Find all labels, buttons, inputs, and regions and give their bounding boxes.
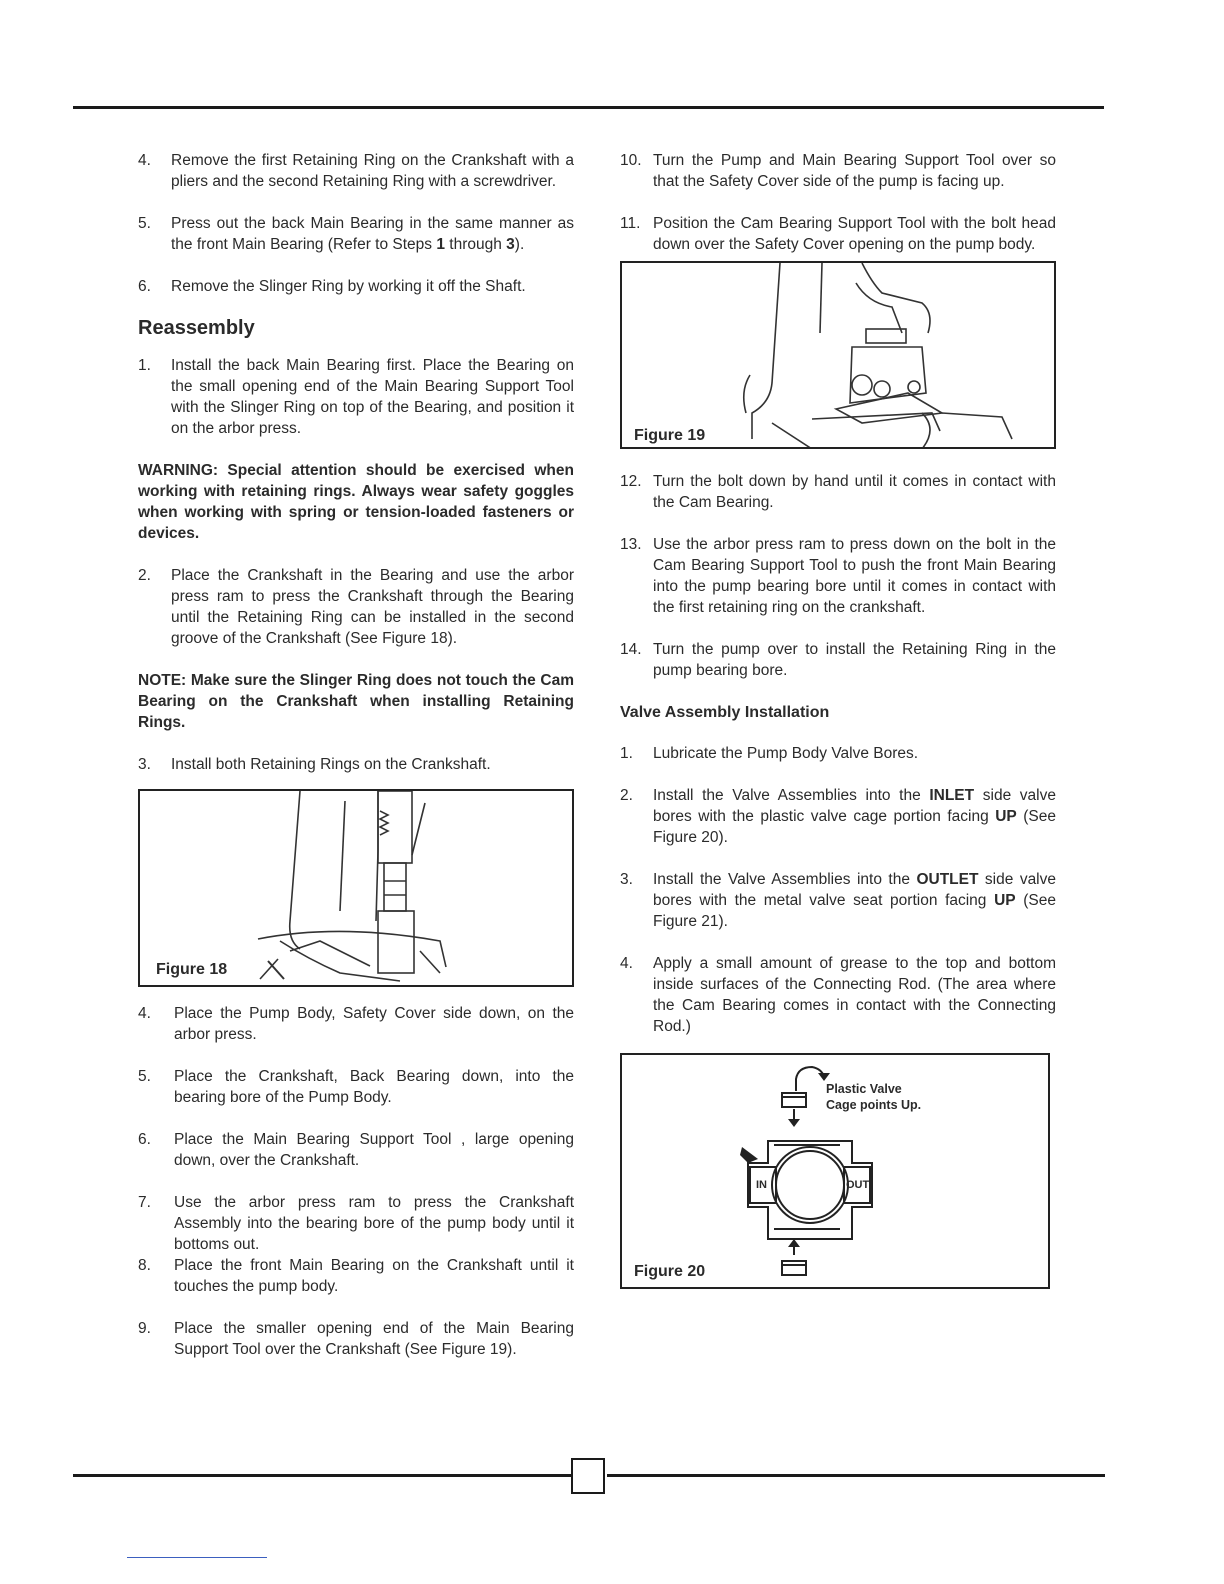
right-column (620, 150, 1056, 1311)
list-item: 5. Place the Crankshaft, Back Bearing down, into the bearing bore of the Pump Body. (138, 1068, 574, 1106)
warning-text: WARNING: Special attention should be exercised when working with retaining rings. Always wear safety goggles when working with spring or tension-loaded fasteners or devices. (138, 462, 574, 542)
list-item: 2. Place the Crankshaft in the Bearing and use the arbor press ram to press the Crankshaft through the Bearing until the Retaining Ring can be installed in the second groove of the Crankshaft (See Figure 18). (138, 567, 574, 647)
figure-19 (620, 261, 1056, 449)
section-heading-reassembly: Reassembly (138, 317, 255, 339)
figure-18 (138, 789, 574, 987)
list-item: 2. Install the Valve Assemblies into the INLET side valve bores with the plastic valve cage portion facing UP (See Figure 20). (620, 787, 1056, 846)
link-underline (127, 1557, 267, 1558)
page-number-box (571, 1458, 605, 1494)
list-item: 6. Remove the Slinger Ring by working it off the Shaft. (138, 278, 526, 295)
footer-rule-right (607, 1474, 1105, 1477)
list-item: 11. Position the Cam Bearing Support Tool with the bolt head down over the Safety Cover opening on the pump body. (620, 215, 1056, 253)
left-column (138, 150, 574, 1381)
list-item: 5. Press out the back Main Bearing in the same manner as the front Main Bearing (Refer to Steps 1 through 3). (138, 215, 574, 253)
crankshaft-press-illustration (140, 791, 574, 987)
list-item: 4. Remove the first Retaining Ring on the Crankshaft with a pliers and the second Retaining Ring with a screwdriver. (138, 152, 574, 190)
list-item: 14. Turn the pump over to install the Retaining Ring in the pump bearing bore. (620, 641, 1056, 679)
list-item: 1. Install the back Main Bearing first. Place the Bearing on the small opening end of the Main Bearing Support Tool with the Slinger Ring on top of the Bearing, and position it on the arbor press. (138, 357, 574, 437)
list-item: 7. Use the arbor press ram to press the Crankshaft Assembly into the bearing bore of the pump body until it bottoms out. (138, 1194, 574, 1253)
list-item: 3. Install the Valve Assemblies into the OUTLET side valve bores with the metal valve seat portion facing UP (See Figure 21). (620, 871, 1057, 930)
out-label: OUT (846, 1179, 870, 1191)
pump-body-illustration (622, 263, 1056, 449)
note-text: NOTE: Make sure the Slinger Ring does not touch the Cam Bearing on the Crankshaft when installing Retaining Rings. (138, 672, 574, 731)
list-item: 10. Turn the Pump and Main Bearing Support Tool over so that the Safety Cover side of the pump is facing up. (620, 152, 1056, 190)
footer-rule-left (73, 1474, 571, 1477)
list-item: 4. Place the Pump Body, Safety Cover side down, on the arbor press. (138, 1005, 574, 1043)
figure-20-label: Figure 20 (634, 1263, 706, 1280)
list-item: 8. Place the front Main Bearing on the Crankshaft until it touches the pump body. (138, 1257, 574, 1295)
list-item: 1. Lubricate the Pump Body Valve Bores. (620, 745, 919, 762)
list-item: 13. Use the arbor press ram to press down on the bolt in the Cam Bearing Support Tool to push the front Main Bearing into the pump bearing bore until it comes in contact with the first retaining ring on the crankshaft. (620, 536, 1056, 616)
callout-text: Plastic Valve Cage points Up. (826, 1082, 922, 1112)
list-item: 6. Place the Main Bearing Support Tool , large opening down, over the Crankshaft. (138, 1131, 574, 1169)
header-rule (73, 106, 1104, 109)
section-heading-valve-assembly: Valve Assembly Installation (620, 704, 830, 721)
figure-19-label: Figure 19 (634, 427, 706, 444)
list-item: 3. Install both Retaining Rings on the Crankshaft. (138, 756, 491, 773)
list-item: 9. Place the smaller opening end of the Main Bearing Support Tool over the Crankshaft (See Figure 19). (138, 1320, 574, 1358)
list-item: 12. Turn the bolt down by hand until it comes in contact with the Cam Bearing. (620, 473, 1056, 511)
figure-18-label: Figure 18 (156, 961, 228, 978)
in-label: IN (756, 1179, 767, 1191)
figure-20 (620, 1053, 1050, 1289)
list-item: 4. Apply a small amount of grease to the top and bottom inside surfaces of the Connecting Rod. (The area where the Cam Bearing comes in contact with the Connecting Rod.) (620, 955, 1056, 1035)
